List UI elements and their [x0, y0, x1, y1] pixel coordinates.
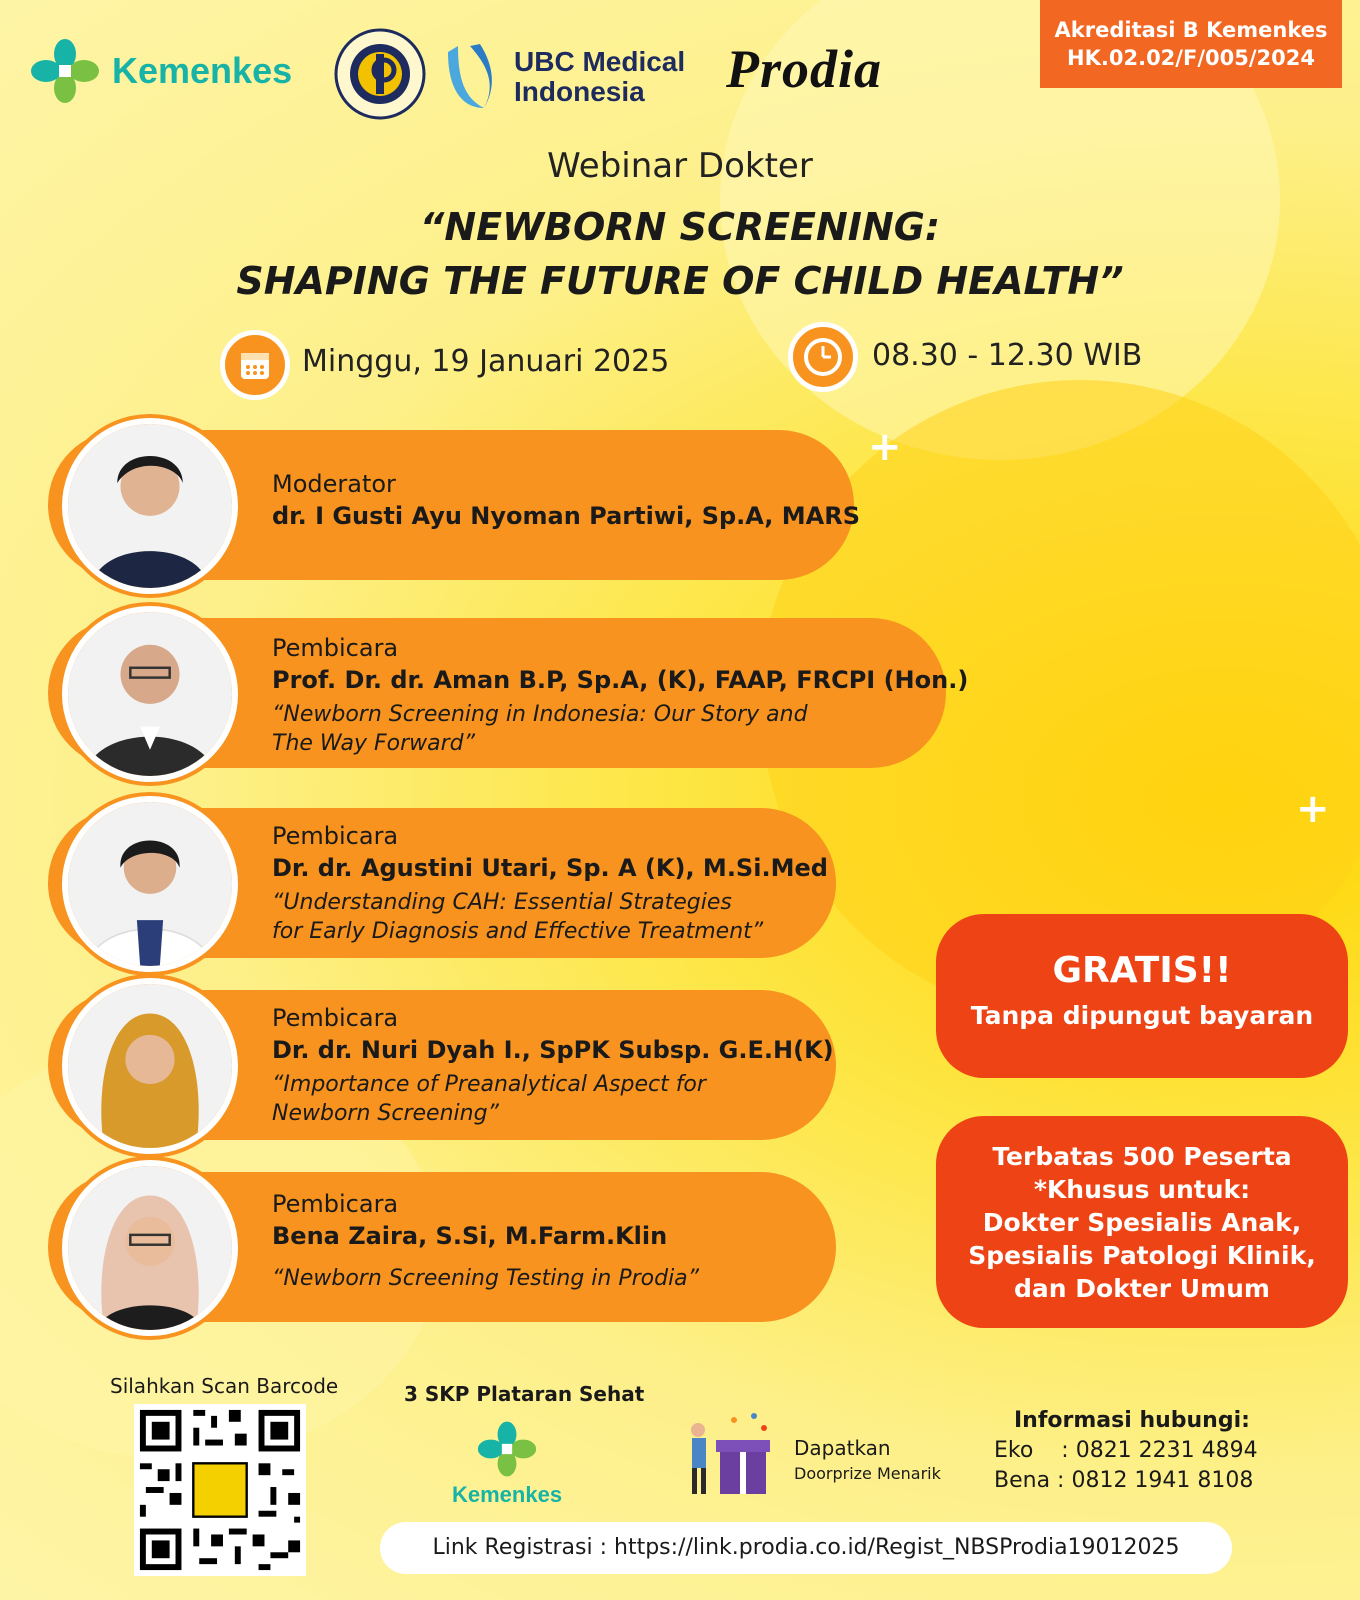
speaker-topic-line-2: Newborn Screening”	[272, 1101, 499, 1126]
speaker-photo	[62, 1160, 238, 1336]
speaker-topic	[272, 888, 763, 946]
speaker-photo	[62, 978, 238, 1154]
free-badge	[936, 914, 1348, 1078]
speaker-name: Prof. Dr. dr. Aman B.P, Sp.A, (K), FAAP, FRCPI (Hon.)	[272, 666, 969, 694]
speaker-role: Pembicara	[272, 634, 399, 662]
speaker-name: Dr. dr. Nuri Dyah I., SpPK Subsp. G.E.H(K)	[272, 1036, 834, 1064]
participant-limit-badge	[936, 1116, 1348, 1328]
contact-bena: Bena : 0812 1941 8108	[994, 1468, 1254, 1493]
registration-qr-code[interactable]	[134, 1404, 306, 1576]
speaker-topic-line-1: “Newborn Screening Testing in Prodia”	[272, 1266, 700, 1291]
limit-line: Dokter Spesialis Anak,	[982, 1208, 1302, 1237]
speaker-role: Pembicara	[272, 1190, 399, 1218]
speaker-photo	[62, 606, 238, 782]
kemenkes-leaf-icon	[30, 38, 100, 104]
accreditation-line-2: HK.02.02/F/005/2024	[1067, 46, 1315, 70]
speaker-role: Pembicara	[272, 1004, 399, 1032]
speaker-topic-line-2: The Way Forward”	[272, 731, 475, 756]
speaker-name: dr. I Gusti Ayu Nyoman Partiwi, Sp.A, MARS	[272, 502, 860, 530]
sparkle-icon: +	[868, 424, 902, 470]
limit-line: Spesialis Patologi Klinik,	[968, 1241, 1316, 1270]
prodia-logo: Prodia	[726, 39, 883, 99]
clock-icon	[788, 322, 858, 392]
registration-link[interactable]: Link Registrasi : https://link.prodia.co.id/Regist_NBSProdia19012025	[380, 1522, 1232, 1574]
speaker-topic-line-1: “Understanding CAH: Essential Strategies	[272, 890, 732, 915]
speaker-topic	[272, 1264, 699, 1293]
speaker-role: Pembicara	[272, 822, 399, 850]
kemenkes-logo-small	[452, 1420, 562, 1508]
limit-line: dan Dokter Umum	[1014, 1274, 1270, 1303]
ubc-leaf-icon	[444, 42, 500, 112]
calendar-icon	[220, 330, 290, 400]
speaker-name: Bena Zaira, S.Si, M.Farm.Klin	[272, 1222, 668, 1250]
speaker-photo	[62, 418, 238, 594]
event-time: 08.30 - 12.30 WIB	[872, 338, 1143, 373]
kemenkes-logo	[30, 38, 292, 104]
ubc-line-1: UBC Medical	[514, 46, 686, 77]
qr-caption: Silahkan Scan Barcode	[110, 1374, 339, 1398]
speaker-topic-line-1: “Newborn Screening in Indonesia: Our Story and	[272, 702, 808, 727]
ubc-medical-logo	[444, 42, 685, 112]
speaker-name: Dr. dr. Agustini Utari, Sp. A (K), M.Si.Med	[272, 854, 828, 882]
doorprize-line-1: Dapatkan	[794, 1436, 891, 1460]
limit-line: *Khusus untuk:	[1033, 1175, 1251, 1204]
event-title	[0, 200, 1360, 308]
accreditation-line-1: Akreditasi B Kemenkes	[1054, 18, 1328, 42]
ubc-line-2: Indonesia	[514, 76, 645, 107]
free-badge-subtitle: Tanpa dipungut bayaran	[970, 1001, 1314, 1030]
speaker-topic-line-1: “Importance of Preanalytical Aspect for	[272, 1072, 706, 1097]
event-date: Minggu, 19 Januari 2025	[302, 344, 670, 379]
doorprize-line-2: Doorprize Menarik	[794, 1464, 941, 1483]
event-title-line-1: “NEWBORN SCREENING:	[419, 205, 941, 249]
speaker-topic	[272, 1070, 706, 1128]
limit-line: Terbatas 500 Peserta	[992, 1142, 1292, 1171]
speaker-photo	[62, 796, 238, 972]
kemenkes-small-text: Kemenkes	[452, 1482, 563, 1507]
event-type: Webinar Dokter	[547, 146, 813, 186]
free-badge-title: GRATIS!!	[1052, 950, 1232, 991]
event-title-line-2: SHAPING THE FUTURE OF CHILD HEALTH”	[236, 259, 1124, 303]
sparkle-icon: +	[1296, 786, 1330, 832]
speaker-topic-line-2: for Early Diagnosis and Effective Treatment”	[272, 919, 764, 944]
kemenkes-logo-text: Kemenkes	[112, 50, 293, 91]
accreditation-badge	[1040, 0, 1342, 88]
gift-box-icon	[684, 1406, 774, 1498]
skp-label: 3 SKP Plataran Sehat	[404, 1382, 645, 1406]
contact-eko: Eko : 0821 2231 4894	[994, 1438, 1258, 1463]
speaker-role: Moderator	[272, 470, 396, 498]
contact-title: Informasi hubungi:	[1014, 1408, 1250, 1433]
kemenkes-leaf-icon	[477, 1420, 537, 1478]
speaker-topic	[272, 700, 808, 758]
company-seal-icon	[332, 26, 428, 122]
